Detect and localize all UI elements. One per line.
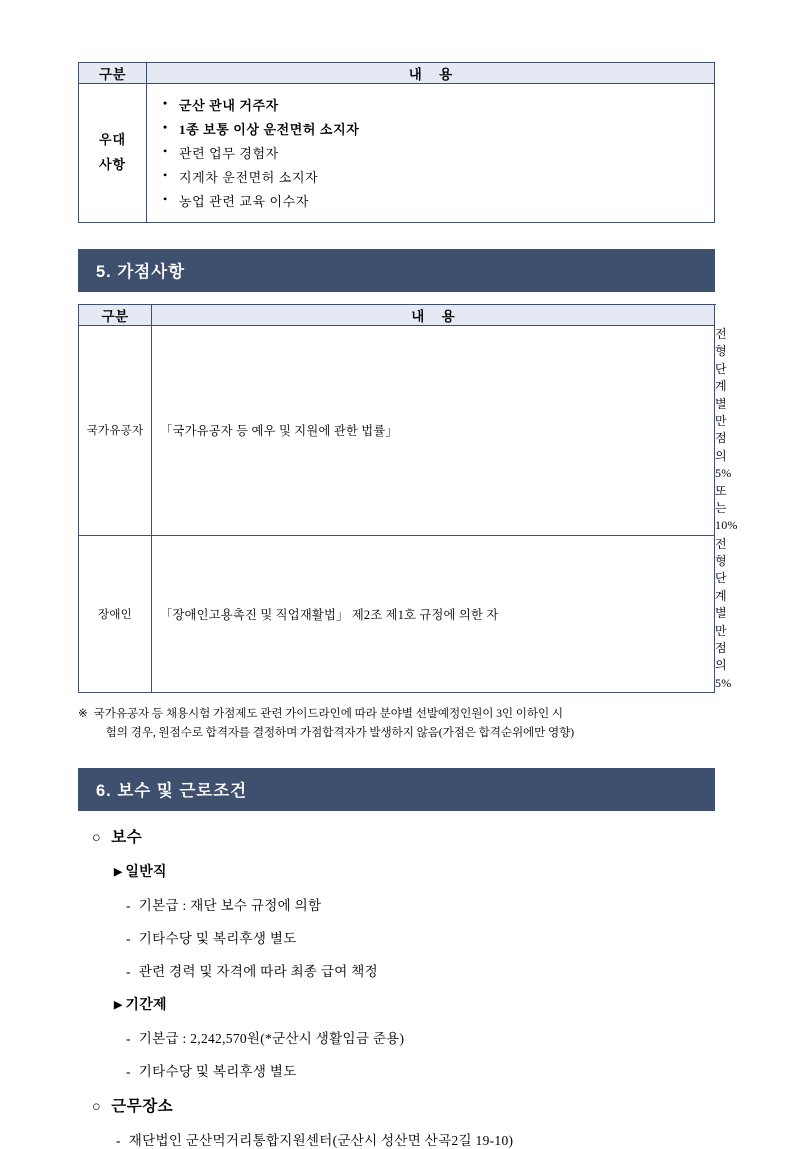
list-item (116, 1129, 715, 1149)
list-item: • 1종 보통 이상 운전면허 소지자 (161, 117, 714, 141)
note-line-2: 험의 경우, 원점수로 합격자를 결정하며 가점합격자가 발생하지 않음(가점은 합격순위에만 영향) (105, 726, 575, 740)
list-item (126, 960, 715, 980)
row-label-line-2: 사항 (98, 157, 127, 172)
list-item: • 군산 관내 거주자 (161, 93, 714, 117)
group-label: 보수 (111, 829, 143, 847)
section6-body (78, 825, 715, 1149)
row-label-line-1: 우대 (98, 132, 127, 148)
preference-items-cell (147, 84, 715, 223)
cell-category: 장애인 (79, 535, 152, 693)
list-item-label: 기본급 : 재단 보수 규정에 의함 (138, 898, 322, 914)
points-note (78, 704, 715, 742)
column-header-content: 내 용 (152, 305, 715, 326)
list-item-label: 관련 경력 및 자격에 따라 최종 급여 책정 (138, 964, 378, 980)
list-item (126, 894, 715, 914)
list-item: • 관련 업무 경험자 (161, 141, 714, 165)
list-item-label: 기타수당 및 복리후생 별도 (138, 931, 297, 947)
list-item-label: 기타수당 및 복리후생 별도 (138, 1064, 297, 1080)
group-heading-workplace (92, 1094, 715, 1116)
column-header-content: 내 용 (147, 63, 715, 84)
table-row (79, 84, 715, 223)
dash-marker-icon: - (126, 898, 131, 914)
group-label: 근무장소 (111, 1098, 174, 1116)
list-item (126, 1060, 715, 1080)
list-item: • 지게차 운전면허 소지자 (161, 165, 714, 189)
dash-marker-icon: - (126, 931, 131, 947)
subgroup-label: 일반직 (125, 865, 167, 881)
list-item (126, 1027, 715, 1047)
preference-table (78, 62, 715, 223)
cell-category: 국가유공자 (79, 326, 152, 536)
table-row: 장애인 「장애인고용촉진 및 직업재활법」 제2조 제1호 규정에 의한 자 전형 단계별 만점의 5% (79, 535, 715, 693)
table-header-row (79, 305, 715, 326)
section-heading-6: 6. 보수 및 근로조건 (78, 768, 715, 811)
row-label-preference (79, 84, 147, 223)
cell-description: 「장애인고용촉진 및 직업재활법」 제2조 제1호 규정에 의한 자 (152, 535, 715, 693)
subgroup-label: 기간제 (125, 998, 167, 1014)
list-item: • 농업 관련 교육 이수자 (161, 189, 714, 213)
cell-description: 「국가유공자 등 예우 및 지원에 관한 법률」 (152, 326, 715, 536)
list-item (126, 927, 715, 947)
list-item-label: 재단법인 군산먹거리통합지원센터(군산시 성산면 산곡2길 19-10) (128, 1133, 514, 1149)
dash-marker-icon: - (126, 964, 131, 980)
dash-marker-icon: - (126, 1064, 131, 1080)
table-header-row (79, 63, 715, 84)
subgroup-heading-general (114, 861, 715, 881)
subgroup-heading-fixed-term (114, 994, 715, 1014)
points-table (78, 304, 738, 693)
column-header-category: 구분 (79, 305, 152, 326)
group-heading-compensation (92, 825, 715, 847)
preference-item-list (147, 84, 714, 222)
note-text (94, 704, 715, 742)
triangle-right-icon: ▶ (114, 867, 123, 879)
dash-marker-icon: - (116, 1133, 121, 1149)
triangle-right-icon: ▶ (114, 1000, 123, 1012)
section-heading-5: 5. 가점사항 (78, 249, 715, 292)
circle-marker-icon: ○ (92, 830, 102, 847)
note-mark: ※ (78, 707, 88, 721)
note-line-1: 국가유공자 등 채용시험 가점제도 관련 가이드라인에 따라 분야별 선발예정인원이 3인 이하인 시 (93, 707, 563, 721)
dash-marker-icon: - (126, 1031, 131, 1047)
list-item-label: 기본급 : 2,242,570원(*군산시 생활임금 준용) (138, 1031, 405, 1047)
circle-marker-icon: ○ (92, 1099, 102, 1116)
table-row: 국가유공자 「국가유공자 등 예우 및 지원에 관한 법률」 전형 단계별 만점의 5% 또는 10% (79, 326, 715, 536)
column-header-category: 구분 (79, 63, 147, 84)
